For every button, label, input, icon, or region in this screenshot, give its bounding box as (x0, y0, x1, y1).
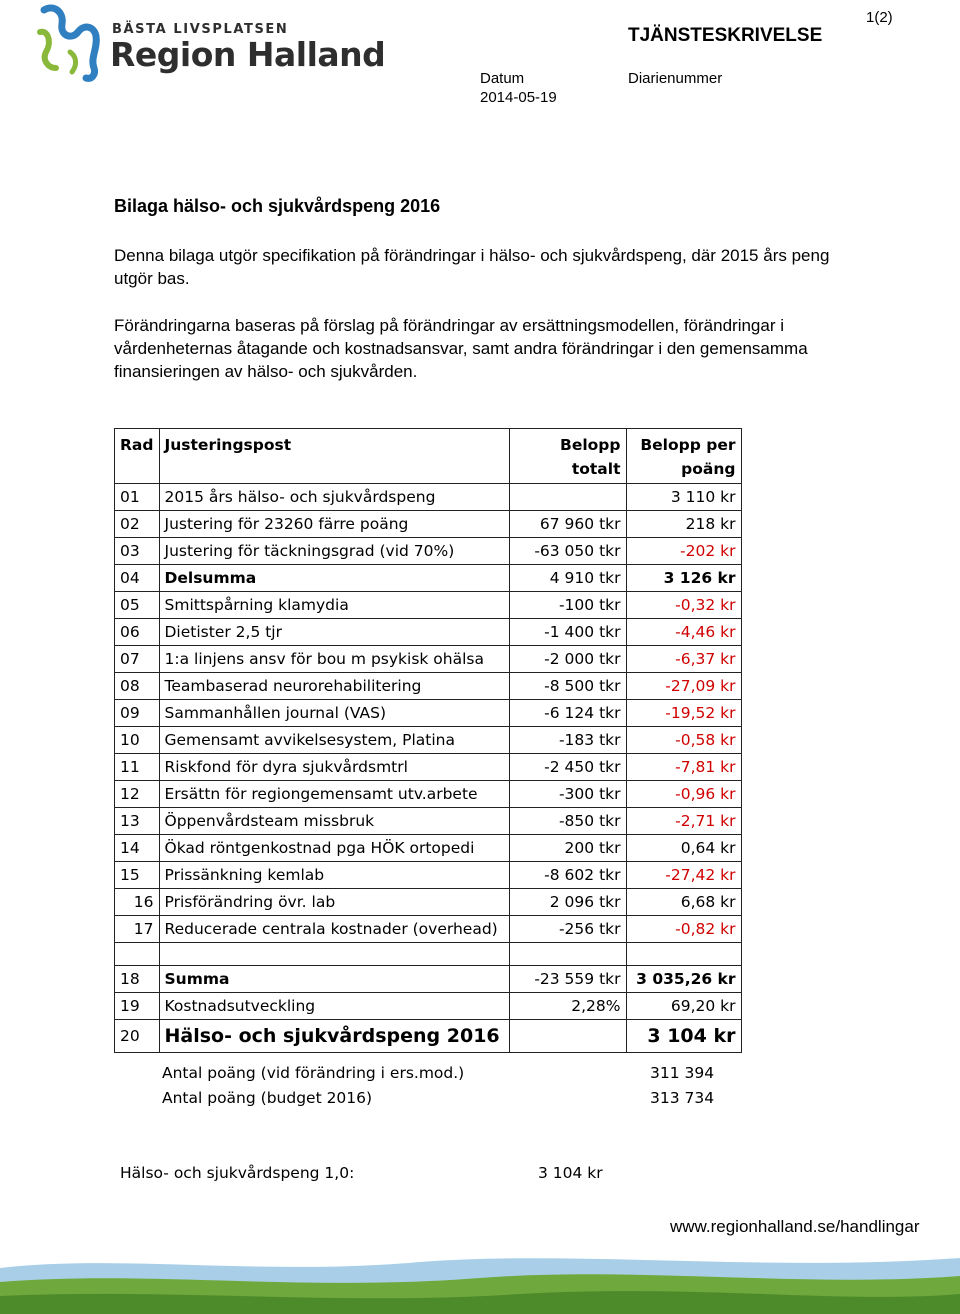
cell-belopp-totalt: 2,28% (509, 993, 626, 1020)
table-body (115, 484, 742, 1053)
cell-belopp-totalt: -63 050 tkr (509, 538, 626, 565)
cell-belopp-per-poang: 69,20 kr (626, 993, 741, 1020)
cell-justeringspost: Prisförändring övr. lab (159, 889, 509, 916)
cell-empty (509, 943, 626, 966)
table-header-row (115, 429, 742, 484)
cell-belopp-per-poang: 3 104 kr (626, 1020, 741, 1053)
cell-rad: 05 (115, 592, 160, 619)
cell-justeringspost: Ökad röntgenkostnad pga HÖK ortopedi (159, 835, 509, 862)
cell-belopp-per-poang: -2,71 kr (626, 808, 741, 835)
table-row (115, 484, 742, 511)
antal-poang-ersmod-value: 311 394 (650, 1064, 715, 1082)
cell-belopp-totalt: -23 559 tkr (509, 966, 626, 993)
cell-belopp-per-poang: -27,42 kr (626, 862, 741, 889)
page-number: 1(2) (866, 9, 893, 26)
cell-belopp-totalt: -850 tkr (509, 808, 626, 835)
header-belopp-totalt-line1: Belopp (560, 436, 621, 454)
datum-value: 2014-05-19 (480, 89, 557, 106)
table-row (115, 700, 742, 727)
summary-row (115, 993, 742, 1020)
cell-belopp-per-poang: -0,82 kr (626, 916, 741, 943)
cell-rad: 10 (115, 727, 160, 754)
table-row (115, 754, 742, 781)
cell-belopp-per-poang: -19,52 kr (626, 700, 741, 727)
cell-belopp-totalt: -300 tkr (509, 781, 626, 808)
cell-rad: 12 (115, 781, 160, 808)
cell-belopp-totalt: -2 000 tkr (509, 646, 626, 673)
cell-belopp-per-poang: -202 kr (626, 538, 741, 565)
antal-poang-budget-value: 313 734 (650, 1089, 715, 1107)
cell-justeringspost: 2015 års hälso- och sjukvårdspeng (159, 484, 509, 511)
diarienummer-label: Diarienummer (628, 70, 723, 87)
cell-justeringspost: Reducerade centrala kostnader (overhead) (159, 916, 509, 943)
table-row (115, 538, 742, 565)
basis-paragraph: Förändringarna baseras på förslag på förändringar av ersättningsmodellen, förändringar i vårdenheternas åtagande och kostnadsansvar, samt andra förändringar i den gemensamma finansieringen av hälso- och sjukvården. (114, 316, 808, 381)
cell-belopp-per-poang: 3 110 kr (626, 484, 741, 511)
header-rad: Rad (115, 429, 160, 484)
cell-belopp-totalt: -183 tkr (509, 727, 626, 754)
cell-rad: 17 (115, 916, 160, 943)
cell-rad: 20 (115, 1020, 160, 1053)
intro-paragraph: Denna bilaga utgör specifikation på förändringar i hälso- och sjukvårdspeng, där 2015 års peng utgör bas. (114, 246, 830, 288)
antal-poang-budget-label: Antal poäng (budget 2016) (162, 1089, 373, 1107)
table-row (115, 835, 742, 862)
cell-belopp-totalt: 4 910 tkr (509, 565, 626, 592)
cell-belopp-per-poang: 0,64 kr (626, 835, 741, 862)
peng-label: Hälso- och sjukvårdspeng 1,0: (120, 1164, 355, 1182)
cell-empty (115, 943, 160, 966)
region-halland-logo (34, 2, 386, 84)
cell-belopp-per-poang: -6,37 kr (626, 646, 741, 673)
table-row (115, 511, 742, 538)
cell-belopp-per-poang: -27,09 kr (626, 673, 741, 700)
logo-tagline: BÄSTA LIVSPLATSEN (112, 22, 289, 37)
cell-belopp-per-poang: -4,46 kr (626, 619, 741, 646)
cell-justeringspost: Teambaserad neurorehabilitering (159, 673, 509, 700)
table-row (115, 916, 742, 943)
cell-justeringspost: Prissänkning kemlab (159, 862, 509, 889)
adjustment-table (114, 428, 742, 1053)
cell-justeringspost: Sammanhållen journal (VAS) (159, 700, 509, 727)
cell-justeringspost: Justering för täckningsgrad (vid 70%) (159, 538, 509, 565)
header-belopp-per-line1: Belopp per (640, 436, 736, 454)
cell-justeringspost: Öppenvårdsteam missbruk (159, 808, 509, 835)
cell-justeringspost: Riskfond för dyra sjukvårdsmtrl (159, 754, 509, 781)
cell-empty (626, 943, 741, 966)
cell-justeringspost: Justering för 23260 färre poäng (159, 511, 509, 538)
summary-row (115, 1020, 742, 1053)
cell-belopp-totalt: -2 450 tkr (509, 754, 626, 781)
cell-belopp-totalt: 200 tkr (509, 835, 626, 862)
landscape-decoration (0, 1248, 960, 1314)
header-belopp-per-line2: poäng (681, 460, 736, 478)
document-type: TJÄNSTESKRIVELSE (628, 25, 823, 46)
peng-value: 3 104 kr (538, 1164, 603, 1182)
cell-rad: 07 (115, 646, 160, 673)
header-belopp-per-poang (626, 429, 741, 484)
table-spacer-row (115, 943, 742, 966)
cell-belopp-per-poang: 3 126 kr (626, 565, 741, 592)
cell-rad: 01 (115, 484, 160, 511)
table-row (115, 619, 742, 646)
cell-belopp-per-poang: 6,68 kr (626, 889, 741, 916)
cell-justeringspost: 1:a linjens ansv för bou m psykisk ohälsa (159, 646, 509, 673)
cell-belopp-totalt: -256 tkr (509, 916, 626, 943)
cell-rad: 06 (115, 619, 160, 646)
cell-belopp-totalt (509, 484, 626, 511)
cell-rad: 04 (115, 565, 160, 592)
table-row (115, 592, 742, 619)
cell-belopp-per-poang: -7,81 kr (626, 754, 741, 781)
cell-rad: 09 (115, 700, 160, 727)
cell-justeringspost: Hälso- och sjukvårdspeng 2016 (159, 1020, 509, 1053)
header-belopp-totalt-line2: totalt (571, 460, 621, 478)
cell-rad: 16 (115, 889, 160, 916)
website-link[interactable]: www.regionhalland.se/handlingar (670, 1217, 920, 1236)
cell-rad: 08 (115, 673, 160, 700)
cell-rad: 15 (115, 862, 160, 889)
cell-belopp-per-poang: -0,32 kr (626, 592, 741, 619)
cell-belopp-totalt: -100 tkr (509, 592, 626, 619)
logo-name: Region Halland (110, 35, 386, 74)
cell-justeringspost: Dietister 2,5 tjr (159, 619, 509, 646)
cell-belopp-totalt: -1 400 tkr (509, 619, 626, 646)
cell-belopp-totalt (509, 1020, 626, 1053)
cell-belopp-per-poang: 218 kr (626, 511, 741, 538)
cell-justeringspost: Delsumma (159, 565, 509, 592)
cell-belopp-per-poang: 3 035,26 kr (626, 966, 741, 993)
cell-justeringspost: Kostnadsutveckling (159, 993, 509, 1020)
cell-justeringspost: Summa (159, 966, 509, 993)
cell-belopp-totalt: 2 096 tkr (509, 889, 626, 916)
table-row (115, 646, 742, 673)
cell-rad: 13 (115, 808, 160, 835)
cell-rad: 11 (115, 754, 160, 781)
header-belopp-totalt (509, 429, 626, 484)
cell-belopp-totalt: -8 500 tkr (509, 673, 626, 700)
cell-justeringspost: Ersättn för regiongemensamt utv.arbete (159, 781, 509, 808)
summary-row (115, 966, 742, 993)
datum-label: Datum (480, 70, 525, 87)
table-row (115, 889, 742, 916)
cell-justeringspost: Gemensamt avvikelsesystem, Platina (159, 727, 509, 754)
cell-empty (159, 943, 509, 966)
table-row (115, 781, 742, 808)
table-row (115, 862, 742, 889)
cell-belopp-totalt: -8 602 tkr (509, 862, 626, 889)
cell-rad: 14 (115, 835, 160, 862)
table-row (115, 673, 742, 700)
cell-rad: 03 (115, 538, 160, 565)
header-justeringspost: Justeringspost (159, 429, 509, 484)
document-title: Bilaga hälso- och sjukvårdspeng 2016 (114, 196, 441, 216)
table-row (115, 565, 742, 592)
cell-belopp-per-poang: -0,58 kr (626, 727, 741, 754)
table-row (115, 727, 742, 754)
cell-rad: 19 (115, 993, 160, 1020)
antal-poang-ersmod-label: Antal poäng (vid förändring i ers.mod.) (162, 1064, 465, 1082)
cell-belopp-totalt: 67 960 tkr (509, 511, 626, 538)
cell-belopp-per-poang: -0,96 kr (626, 781, 741, 808)
cell-justeringspost: Smittspårning klamydia (159, 592, 509, 619)
region-halland-emblem (34, 2, 114, 84)
table-row (115, 808, 742, 835)
cell-belopp-totalt: -6 124 tkr (509, 700, 626, 727)
cell-rad: 18 (115, 966, 160, 993)
cell-rad: 02 (115, 511, 160, 538)
